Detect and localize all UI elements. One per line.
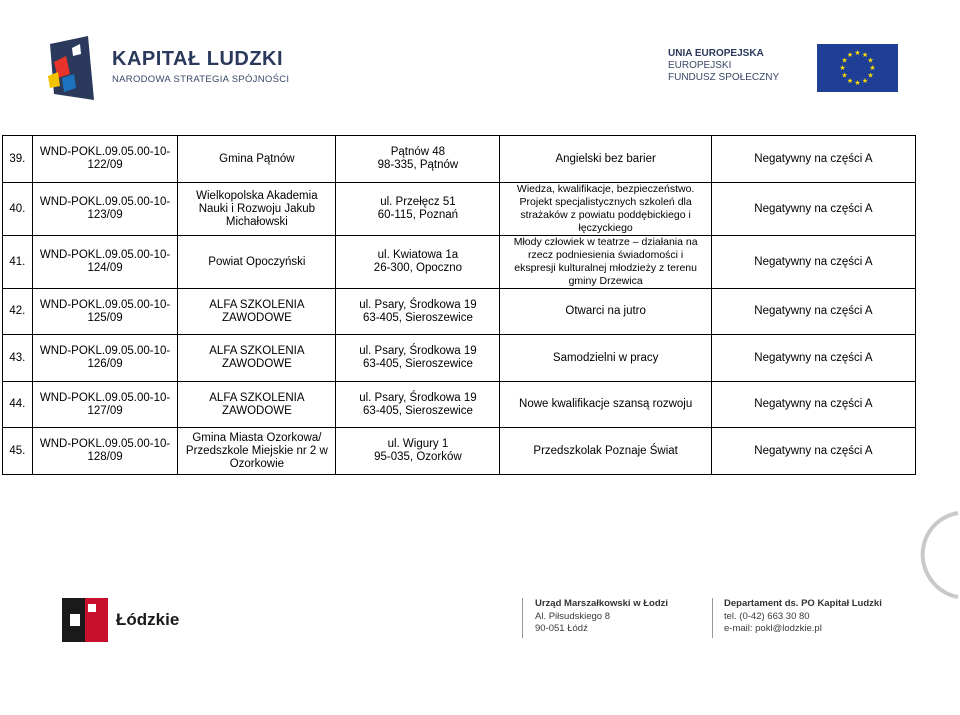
svg-text:★: ★: [839, 64, 846, 72]
project-title: Angielski bez barier: [500, 136, 711, 183]
kapital-title: KAPITAŁ LUDZKI: [112, 48, 284, 70]
table-row: [3, 335, 916, 382]
eu-line-2: EUROPEJSKI: [668, 60, 732, 71]
table-row: [3, 236, 916, 289]
application-code: WND-POKL.09.05.00-10- 123/09: [32, 183, 178, 236]
project-title: Otwarci na jutro: [500, 289, 711, 335]
eu-logo: [668, 42, 903, 94]
evaluation-result: Negatywny na części A: [711, 183, 915, 236]
footer-divider: [712, 598, 713, 638]
svg-text:★: ★: [846, 51, 854, 59]
beneficiary-address: ul. Kwiatowa 1a 26-300, Opoczno: [336, 236, 500, 289]
eu-flag-icon: [817, 44, 898, 92]
project-title: Młody człowiek w teatrze – działania na rzecz podniesienia świadomości i ekspresji kulturalnej młodzieży z terenu gminy Drzewica: [500, 236, 711, 289]
table-row: [3, 289, 916, 335]
evaluation-result: Negatywny na części A: [711, 428, 915, 475]
beneficiary-name: ALFA SZKOLENIA ZAWODOWE: [178, 382, 336, 428]
footer-divider: [522, 598, 523, 638]
table-row: [3, 382, 916, 428]
lodzkie-emblem-icon: [62, 598, 108, 642]
project-title: Samodzielni w pracy: [500, 335, 711, 382]
beneficiary-name: ALFA SZKOLENIA ZAWODOWE: [178, 335, 336, 382]
beneficiary-address: ul. Psary, Środkowa 19 63-405, Sieroszewice: [336, 289, 500, 335]
svg-text:★: ★: [846, 77, 854, 85]
beneficiary-address: ul. Psary, Środkowa 19 63-405, Sieroszewice: [336, 335, 500, 382]
svg-text:★: ★: [867, 56, 874, 65]
application-code: WND-POKL.09.05.00-10- 126/09: [32, 335, 178, 382]
beneficiary-address: ul. Psary, Środkowa 19 63-405, Sieroszewice: [336, 382, 500, 428]
row-number: 41.: [3, 236, 33, 289]
svg-text:★: ★: [841, 56, 848, 65]
application-code: WND-POKL.09.05.00-10- 127/09: [32, 382, 178, 428]
beneficiary-name: Gmina Pątnów: [178, 136, 336, 183]
row-number: 39.: [3, 136, 33, 183]
application-code: WND-POKL.09.05.00-10- 128/09: [32, 428, 178, 475]
project-title: Nowe kwalifikacje szansą rozwoju: [500, 382, 711, 428]
eu-line-3: FUNDUSZ SPOŁECZNY: [668, 72, 780, 83]
department-contact: Departament ds. PO Kapitał Ludzki tel. (0-42) 663 30 80 e-mail: pokl@lodzkie.pl: [724, 598, 882, 634]
lodzkie-logo: [62, 598, 202, 643]
svg-text:★: ★: [861, 77, 869, 85]
svg-text:★: ★: [841, 71, 848, 80]
row-number: 40.: [3, 183, 33, 236]
row-number: 43.: [3, 335, 33, 382]
svg-text:★: ★: [861, 51, 869, 59]
row-number: 44.: [3, 382, 33, 428]
table-row: [3, 428, 916, 475]
svg-text:★: ★: [867, 71, 874, 80]
office-address: Urząd Marszałkowski w Łodzi Al. Piłsudskiego 8 90-051 Łódź: [535, 598, 669, 634]
results-table: [2, 135, 916, 475]
application-code: WND-POKL.09.05.00-10- 122/09: [32, 136, 178, 183]
beneficiary-address: ul. Wigury 1 95-035, Ozorków: [336, 428, 500, 475]
evaluation-result: Negatywny na części A: [711, 236, 915, 289]
row-number: 45.: [3, 428, 33, 475]
application-code: WND-POKL.09.05.00-10- 124/09: [32, 236, 178, 289]
svg-text:★: ★: [854, 79, 861, 87]
project-title: Przedszkolak Poznaje Świat: [500, 428, 711, 475]
kapital-subtitle: NARODOWA STRATEGIA SPÓJNOŚCI: [112, 74, 290, 85]
project-title: Wiedza, kwalifikacje, bezpieczeństwo. Projekt specjalistycznych szkoleń dla strażaków z powiatu poddębickiego i łęczyckiego: [500, 183, 711, 236]
kapital-ludzki-emblem-icon: [44, 34, 104, 104]
kapital-ludzki-logo: [44, 34, 304, 104]
svg-text:★: ★: [854, 49, 861, 57]
evaluation-result: Negatywny na części A: [711, 382, 915, 428]
beneficiary-name: Wielkopolska Akademia Nauki i Rozwoju Jakub Michałowski: [178, 183, 336, 236]
evaluation-result: Negatywny na części A: [711, 335, 915, 382]
beneficiary-address: Pątnów 48 98-335, Pątnów: [336, 136, 500, 183]
beneficiary-name: ALFA SZKOLENIA ZAWODOWE: [178, 289, 336, 335]
eu-line-1: UNIA EUROPEJSKA: [668, 48, 764, 59]
table-row: [3, 183, 916, 236]
lodzkie-name: Łódzkie: [116, 610, 180, 629]
beneficiary-name: Gmina Miasta Ozorkowa/ Przedszkole Miejskie nr 2 w Ozorkowie: [178, 428, 336, 475]
decorative-arc-icon: [908, 505, 960, 605]
svg-text:★: ★: [869, 64, 876, 72]
evaluation-result: Negatywny na części A: [711, 289, 915, 335]
evaluation-result: Negatywny na części A: [711, 136, 915, 183]
beneficiary-address: ul. Przełęcz 51 60-115, Poznań: [336, 183, 500, 236]
beneficiary-name: Powiat Opoczyński: [178, 236, 336, 289]
row-number: 42.: [3, 289, 33, 335]
application-code: WND-POKL.09.05.00-10- 125/09: [32, 289, 178, 335]
table-row: [3, 136, 916, 183]
